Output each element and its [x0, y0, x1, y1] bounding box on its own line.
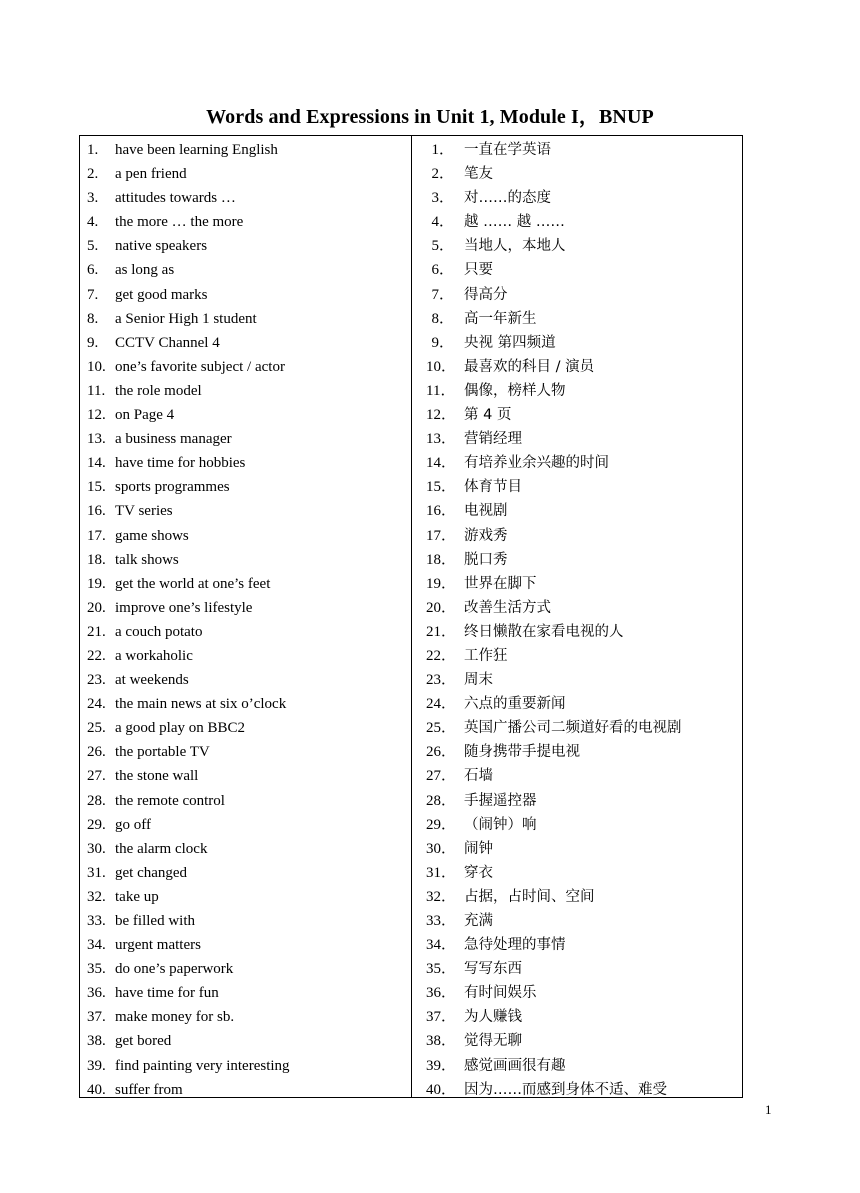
english-item-number: 14.	[87, 455, 106, 472]
english-item-text: have been learning English	[115, 142, 278, 158]
english-row	[87, 1078, 407, 1102]
chinese-item-number: 12．	[426, 407, 457, 424]
english-item-text: have time for fun	[115, 985, 219, 1002]
english-item-number: 7.	[87, 286, 99, 303]
chinese-item-text: 当地人，本地人	[464, 238, 566, 255]
chinese-item-number: 8．	[431, 310, 454, 327]
english-item-text: as long as	[115, 262, 175, 279]
english-row	[87, 307, 407, 331]
chinese-item-text: 石墙	[464, 768, 493, 785]
chinese-row	[426, 283, 740, 307]
english-item-number: 24.	[87, 696, 106, 713]
chinese-item-number: 29．	[426, 816, 457, 833]
chinese-item-text: 高一年新生	[464, 310, 537, 327]
english-item-number: 23.	[87, 672, 106, 689]
chinese-row	[426, 837, 740, 861]
chinese-item-text: 得高分	[464, 286, 508, 303]
english-item-text: take up	[115, 888, 159, 905]
english-item-text: on Page 4	[115, 407, 175, 424]
chinese-item-text: 感觉画画很有趣	[464, 1057, 566, 1074]
chinese-item-text: 终日懒散在家看电视的人	[464, 623, 624, 640]
chinese-column	[426, 138, 740, 1102]
chinese-item-text: 偶像，榜样人物	[464, 382, 566, 399]
english-row	[87, 1029, 407, 1053]
english-item-text: game shows	[115, 527, 189, 544]
english-item-number: 33.	[87, 913, 106, 929]
english-column	[87, 138, 407, 1102]
chinese-item-text: 第 4 页	[464, 407, 512, 424]
chinese-item-number: 11．	[426, 382, 456, 399]
english-item-number: 40.	[87, 1081, 106, 1098]
english-item-number: 32.	[87, 888, 106, 905]
english-item-number: 12.	[87, 407, 106, 424]
chinese-item-text: 笔友	[464, 166, 493, 183]
english-item-text: one’s favorite subject / actor	[115, 358, 285, 375]
english-row	[87, 403, 407, 427]
english-item-text: TV series	[115, 503, 173, 520]
chinese-item-number: 13．	[426, 431, 457, 448]
english-row	[87, 837, 407, 861]
english-row	[87, 355, 407, 379]
english-row	[87, 957, 407, 981]
english-row	[87, 379, 407, 403]
english-item-number: 5.	[87, 238, 99, 255]
english-item-number: 21.	[87, 623, 106, 640]
chinese-item-number: 5．	[431, 238, 454, 255]
chinese-item-number: 16．	[426, 503, 457, 520]
chinese-row	[426, 138, 740, 162]
english-row	[87, 933, 407, 957]
english-item-text: at weekends	[115, 672, 189, 689]
chinese-item-number: 24．	[426, 696, 457, 713]
english-item-number: 28.	[87, 792, 106, 809]
chinese-row	[426, 499, 740, 523]
english-row	[87, 764, 407, 788]
english-item-text: the role model	[115, 382, 202, 399]
chinese-item-number: 26．	[426, 744, 457, 761]
english-item-text: get bored	[115, 1033, 172, 1050]
english-item-text: CCTV Channel 4	[115, 334, 220, 351]
chinese-item-number: 36．	[426, 985, 457, 1002]
chinese-item-number: 1．	[431, 142, 454, 158]
chinese-row	[426, 813, 740, 837]
chinese-item-text: 越 …… 越 ……	[464, 214, 565, 231]
chinese-item-number: 35．	[426, 961, 457, 978]
english-item-text: suffer from	[115, 1081, 183, 1098]
english-item-number: 8.	[87, 310, 99, 327]
vocabulary-table	[79, 135, 743, 1098]
english-item-text: get good marks	[115, 286, 208, 303]
chinese-row	[426, 427, 740, 451]
english-row	[87, 740, 407, 764]
english-item-text: get the world at one’s feet	[115, 575, 271, 592]
english-row	[87, 909, 407, 933]
chinese-item-number: 30．	[426, 840, 457, 857]
chinese-row	[426, 644, 740, 668]
english-item-text: a pen friend	[115, 166, 187, 183]
english-item-text: a workaholic	[115, 647, 193, 664]
english-row	[87, 331, 407, 355]
english-item-number: 13.	[87, 431, 106, 448]
chinese-row	[426, 789, 740, 813]
english-item-text: a couch potato	[115, 623, 203, 640]
chinese-item-text: 急待处理的事情	[464, 937, 566, 954]
english-item-text: the main news at six o’clock	[115, 696, 287, 713]
english-item-number: 16.	[87, 503, 106, 520]
english-row	[87, 186, 407, 210]
chinese-item-text: 为人赚钱	[464, 1009, 522, 1026]
chinese-row	[426, 740, 740, 764]
english-item-text: the stone wall	[115, 768, 199, 785]
chinese-row	[426, 668, 740, 692]
english-row	[87, 524, 407, 548]
english-item-number: 20.	[87, 599, 106, 616]
chinese-row	[426, 1029, 740, 1053]
english-item-text: a good play on BBC2	[115, 720, 245, 737]
english-item-number: 39.	[87, 1057, 106, 1074]
english-item-number: 11.	[87, 382, 106, 399]
chinese-item-text: 闹钟	[464, 840, 493, 857]
english-row	[87, 1054, 407, 1078]
chinese-item-number: 4．	[431, 214, 454, 231]
chinese-row	[426, 548, 740, 572]
chinese-item-number: 39．	[426, 1057, 457, 1074]
chinese-item-number: 34．	[426, 937, 457, 954]
english-item-number: 2.	[87, 166, 99, 183]
english-item-text: a business manager	[115, 431, 232, 448]
chinese-row	[426, 692, 740, 716]
english-item-number: 15.	[87, 479, 106, 496]
english-item-number: 9.	[87, 334, 99, 351]
chinese-row	[426, 981, 740, 1005]
chinese-item-text: 一直在学英语	[464, 142, 551, 158]
english-item-number: 26.	[87, 744, 106, 761]
english-row	[87, 1005, 407, 1029]
english-row	[87, 981, 407, 1005]
chinese-item-number: 19．	[426, 575, 457, 592]
chinese-item-text: 最喜欢的科目 / 演员	[464, 358, 595, 375]
english-row	[87, 138, 407, 162]
english-row	[87, 813, 407, 837]
chinese-item-text: 六点的重要新闻	[464, 696, 566, 713]
chinese-item-number: 32．	[426, 888, 457, 905]
english-item-number: 27.	[87, 768, 106, 785]
chinese-row	[426, 716, 740, 740]
chinese-item-text: 因为……而感到身体不适、难受	[464, 1081, 667, 1098]
english-item-number: 1.	[87, 142, 99, 158]
chinese-item-text: 电视剧	[464, 503, 508, 520]
chinese-item-text: 游戏秀	[464, 527, 508, 544]
chinese-item-number: 7．	[431, 286, 454, 303]
chinese-row	[426, 1078, 740, 1102]
chinese-item-number: 28．	[426, 792, 457, 809]
english-item-text: have time for hobbies	[115, 455, 246, 472]
english-item-text: make money for sb.	[115, 1009, 235, 1026]
english-row	[87, 162, 407, 186]
chinese-item-number: 15．	[426, 479, 457, 496]
chinese-item-number: 22．	[426, 647, 457, 664]
english-item-number: 3.	[87, 190, 99, 207]
english-row	[87, 451, 407, 475]
chinese-row	[426, 1005, 740, 1029]
chinese-item-text: 央视 第四频道	[464, 334, 556, 351]
chinese-row	[426, 957, 740, 981]
chinese-row	[426, 1054, 740, 1078]
english-item-text: the more … the more	[115, 214, 244, 231]
chinese-row	[426, 475, 740, 499]
chinese-item-number: 40．	[426, 1081, 457, 1098]
chinese-item-text: 有时间娱乐	[464, 985, 537, 1002]
chinese-row	[426, 403, 740, 427]
english-item-number: 19.	[87, 575, 106, 592]
column-divider	[411, 136, 412, 1097]
chinese-item-text: 周末	[464, 672, 493, 689]
english-item-number: 25.	[87, 720, 106, 737]
english-row	[87, 548, 407, 572]
english-row	[87, 475, 407, 499]
chinese-row	[426, 909, 740, 933]
chinese-item-number: 38．	[426, 1033, 457, 1050]
chinese-item-number: 21．	[426, 623, 457, 640]
chinese-item-number: 6．	[431, 262, 454, 279]
chinese-item-text: 手握遥控器	[464, 792, 537, 809]
english-row	[87, 596, 407, 620]
chinese-row	[426, 379, 740, 403]
chinese-row	[426, 524, 740, 548]
english-item-text: do one’s paperwork	[115, 961, 234, 978]
english-item-text: sports programmes	[115, 479, 230, 496]
english-item-number: 4.	[87, 214, 99, 231]
english-row	[87, 692, 407, 716]
chinese-row	[426, 572, 740, 596]
page-number: 1	[765, 1102, 772, 1117]
english-item-text: improve one’s lifestyle	[115, 599, 253, 616]
english-item-number: 17.	[87, 527, 106, 544]
chinese-item-text: 工作狂	[464, 647, 508, 664]
chinese-item-text: 世界在脚下	[464, 575, 537, 592]
english-item-number: 22.	[87, 647, 106, 664]
english-row	[87, 499, 407, 523]
english-item-number: 29.	[87, 816, 106, 833]
english-item-text: the alarm clock	[115, 840, 208, 857]
english-row	[87, 620, 407, 644]
chinese-item-text: 只要	[464, 262, 493, 279]
chinese-item-number: 2．	[431, 166, 454, 183]
english-item-number: 10.	[87, 358, 106, 375]
english-item-number: 30.	[87, 840, 106, 857]
english-item-number: 38.	[87, 1033, 106, 1050]
chinese-item-number: 31．	[426, 864, 457, 881]
chinese-item-text: 充满	[464, 913, 493, 929]
english-item-number: 35.	[87, 961, 106, 978]
chinese-item-text: 脱口秀	[464, 551, 508, 568]
english-item-text: a Senior High 1 student	[115, 310, 257, 327]
chinese-row	[426, 210, 740, 234]
chinese-item-number: 9．	[431, 334, 454, 351]
chinese-row	[426, 861, 740, 885]
chinese-item-text: 改善生活方式	[464, 599, 551, 616]
english-item-number: 18.	[87, 551, 106, 568]
english-item-number: 36.	[87, 985, 106, 1002]
english-item-text: go off	[115, 816, 151, 833]
chinese-row	[426, 162, 740, 186]
english-item-text: talk shows	[115, 551, 179, 568]
english-row	[87, 283, 407, 307]
chinese-item-text: 占据，占时间、空间	[464, 888, 595, 905]
chinese-item-text: 觉得无聊	[464, 1033, 522, 1050]
chinese-row	[426, 186, 740, 210]
chinese-row	[426, 331, 740, 355]
chinese-row	[426, 620, 740, 644]
english-row	[87, 668, 407, 692]
english-row	[87, 572, 407, 596]
english-item-text: native speakers	[115, 238, 208, 255]
english-item-text: be filled with	[115, 913, 195, 929]
chinese-row	[426, 596, 740, 620]
english-item-text: the portable TV	[115, 744, 210, 761]
chinese-item-number: 33．	[426, 913, 457, 929]
chinese-row	[426, 355, 740, 379]
chinese-item-text: 穿衣	[464, 864, 493, 881]
english-row	[87, 789, 407, 813]
chinese-row	[426, 307, 740, 331]
english-item-text: get changed	[115, 864, 188, 881]
chinese-item-number: 17．	[426, 527, 457, 544]
chinese-item-text: 英国广播公司二频道好看的电视剧	[464, 720, 682, 737]
chinese-item-number: 20．	[426, 599, 457, 616]
english-item-text: urgent matters	[115, 937, 201, 954]
chinese-item-number: 3．	[431, 190, 454, 207]
chinese-row	[426, 451, 740, 475]
chinese-item-number: 18．	[426, 551, 457, 568]
chinese-item-text: 有培养业余兴趣的时间	[464, 455, 609, 472]
english-row	[87, 210, 407, 234]
english-item-text: the remote control	[115, 792, 225, 809]
chinese-item-number: 10．	[426, 358, 457, 375]
chinese-item-text: 体育节目	[464, 479, 522, 496]
english-row	[87, 644, 407, 668]
chinese-item-text: 随身携带手提电视	[464, 744, 580, 761]
english-row	[87, 427, 407, 451]
chinese-row	[426, 933, 740, 957]
english-row	[87, 885, 407, 909]
chinese-item-number: 27．	[426, 768, 457, 785]
chinese-row	[426, 764, 740, 788]
chinese-item-text: 写写东西	[464, 961, 522, 978]
english-row	[87, 716, 407, 740]
chinese-row	[426, 258, 740, 282]
chinese-item-text: 营销经理	[464, 431, 522, 448]
chinese-item-number: 23．	[426, 672, 457, 689]
english-row	[87, 861, 407, 885]
english-item-text: find painting very interesting	[115, 1057, 290, 1074]
english-item-number: 6.	[87, 262, 99, 279]
english-row	[87, 234, 407, 258]
chinese-row	[426, 234, 740, 258]
english-item-text: attitudes towards …	[115, 190, 236, 207]
chinese-item-text: （闹钟）响	[464, 816, 537, 833]
chinese-item-text: 对……的态度	[464, 190, 551, 207]
english-item-number: 34.	[87, 937, 106, 954]
chinese-item-number: 37．	[426, 1009, 457, 1026]
english-item-number: 31.	[87, 864, 106, 881]
chinese-item-number: 14．	[426, 455, 457, 472]
english-item-number: 37.	[87, 1009, 106, 1026]
chinese-item-number: 25．	[426, 720, 457, 737]
page-title: Words and Expressions in Unit 1, Module I，BNUP	[206, 106, 654, 128]
english-row	[87, 258, 407, 282]
chinese-row	[426, 885, 740, 909]
